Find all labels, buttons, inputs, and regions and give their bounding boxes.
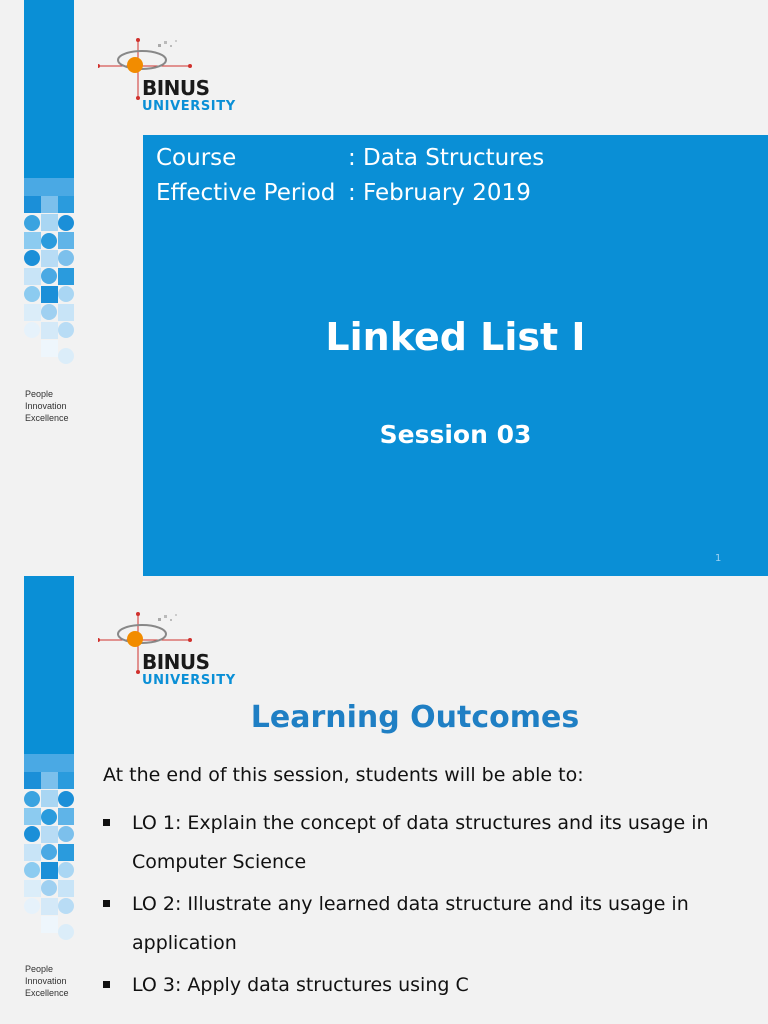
page-number: 1 xyxy=(715,553,722,564)
slide-title: Linked List I xyxy=(325,315,586,359)
bullet-square-icon xyxy=(103,819,110,826)
learning-outcomes-slide xyxy=(0,576,768,1024)
logo-university-text: UNIVERSITY xyxy=(142,99,236,114)
course-row xyxy=(156,145,544,171)
bullet-square-icon xyxy=(103,981,110,988)
outcomes-list xyxy=(103,804,743,1008)
session-label: Session 03 xyxy=(379,420,532,449)
list-item xyxy=(103,885,743,963)
tagline xyxy=(25,963,69,999)
tagline-excellence: Excellence xyxy=(25,988,69,998)
title-panel xyxy=(143,135,768,576)
list-item xyxy=(103,804,743,882)
tagline-people: People xyxy=(25,389,54,399)
binus-logo xyxy=(98,612,248,694)
course-value: : Data Structures xyxy=(348,145,545,171)
learning-outcomes-heading: Learning Outcomes xyxy=(250,700,580,735)
outcome-text: LO 3: Apply data structures using C xyxy=(132,974,469,996)
sidebar-bar xyxy=(24,0,74,178)
logo-binus-text: BINUS xyxy=(142,76,210,100)
sidebar-mosaic xyxy=(24,178,74,368)
tagline-innovation: Innovation xyxy=(25,976,67,986)
course-label: Course xyxy=(156,145,237,171)
tagline xyxy=(25,388,69,424)
logo-university-text: UNIVERSITY xyxy=(142,673,236,688)
logo-binus-text: BINUS xyxy=(142,650,210,674)
tagline-innovation: Innovation xyxy=(25,401,67,411)
tagline-people: People xyxy=(25,964,54,974)
period-value: : February 2019 xyxy=(348,180,531,206)
bullet-square-icon xyxy=(103,900,110,907)
list-item xyxy=(103,966,743,1005)
period-label: Effective Period xyxy=(156,180,336,206)
outcome-text: LO 1: Explain the concept of data structures and its usage in Computer Science xyxy=(132,812,709,873)
period-row xyxy=(156,180,531,206)
outcome-text: LO 2: Illustrate any learned data structure and its usage in application xyxy=(132,893,689,954)
intro-text: At the end of this session, students will be able to: xyxy=(103,764,584,786)
binus-logo xyxy=(98,38,248,120)
sidebar-mosaic xyxy=(24,754,74,944)
tagline-excellence: Excellence xyxy=(25,413,69,423)
